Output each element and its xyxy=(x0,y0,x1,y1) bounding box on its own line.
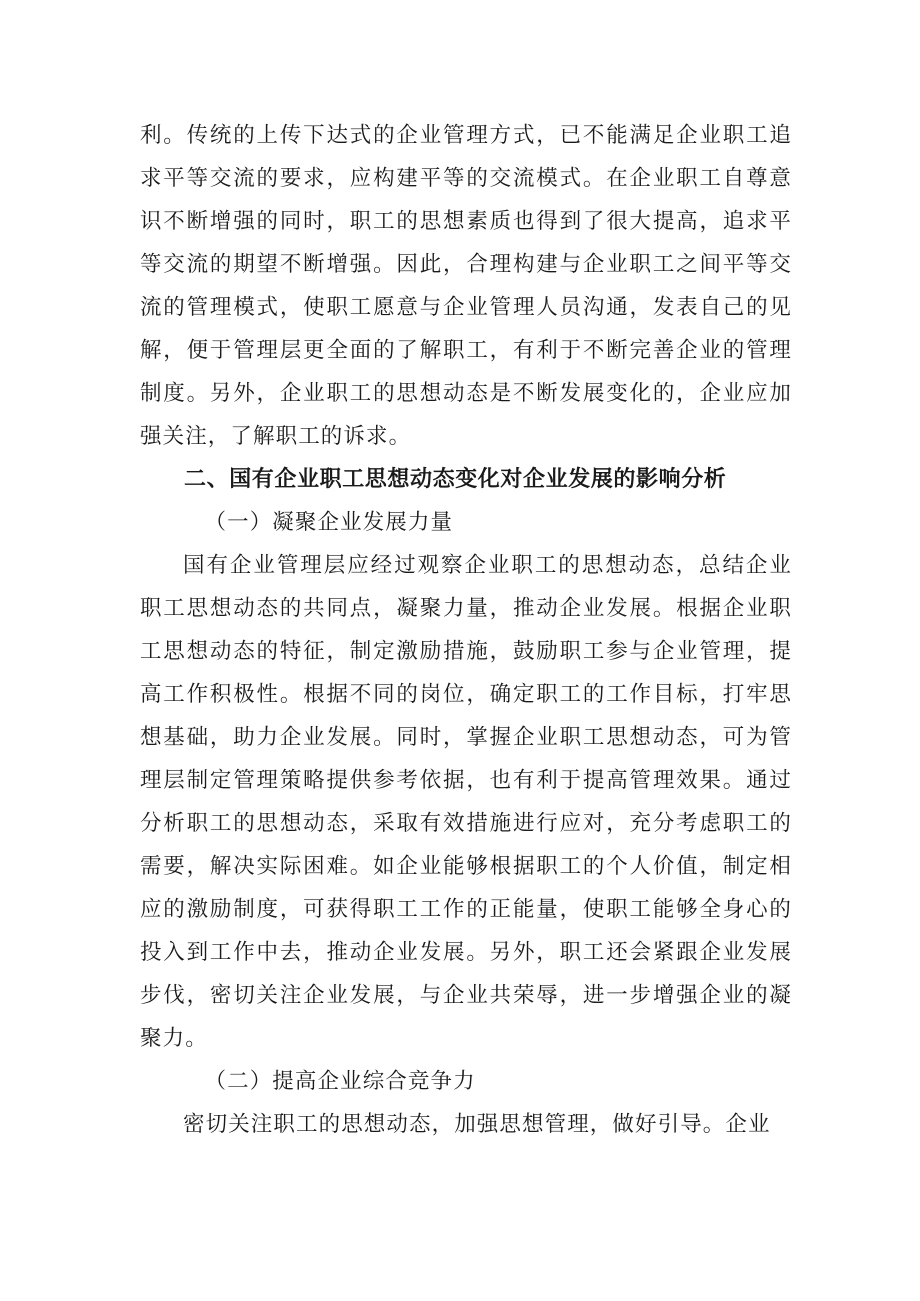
section-heading: 二、国有企业职工思想动态变化对企业发展的影响分析 xyxy=(184,467,727,492)
body-paragraph: 国有企业管理层应经过观察企业职工的思想动态，总结企业职工思想动态的共同点，凝聚力量，推动企业发展。根据企业职工思想动态的特征，制定激励措施，鼓励职工参与企业管理，提高工作积极性。根据不同的岗位，确定职工的工作目标，打牢思想基础，助力企业发展。同时，掌握企业职工思想动态，可为管理层制定管理策略提供参考依据，也有利于提高管理效果。通过分析职工的思想动态，采取有效措施进行应对，充分考虑职工的需要，解决实际困难。如企业能够根据职工的个人价值，制定相应的激励制度，可获得职工工作的正能量，使职工能够全身心的投入到工作中去，推动企业发展。另外，职工还会紧跟企业发展步伐，密切关注企业发展，与企业共荣辱，进一步增强企业的凝聚力。 xyxy=(140,553,792,1051)
body-paragraph: 密切关注职工的思想动态，加强思想管理，做好引导。企业 xyxy=(183,1112,771,1137)
subsection-heading: （一）凝聚企业发展力量 xyxy=(204,510,454,535)
subsection-heading: （二）提高企业综合竞争力 xyxy=(204,1069,476,1094)
body-paragraph: 利。传统的上传下达式的企业管理方式，已不能满足企业职工追求平等交流的要求，应构建平等的交流模式。在企业职工自尊意识不断增强的同时，职工的思想素质也得到了很大提高，追求平等交流的期望不断增强。因此，合理构建与企业职工之间平等交流的管理模式，使职工愿意与企业管理人员沟通，发表自己的见解，便于管理层更全面的了解职工，有利于不断完善企业的管理制度。另外，企业职工的思想动态是不断发展变化的，企业应加强关注，了解职工的诉求。 xyxy=(140,123,792,449)
document-body xyxy=(140,114,792,1146)
